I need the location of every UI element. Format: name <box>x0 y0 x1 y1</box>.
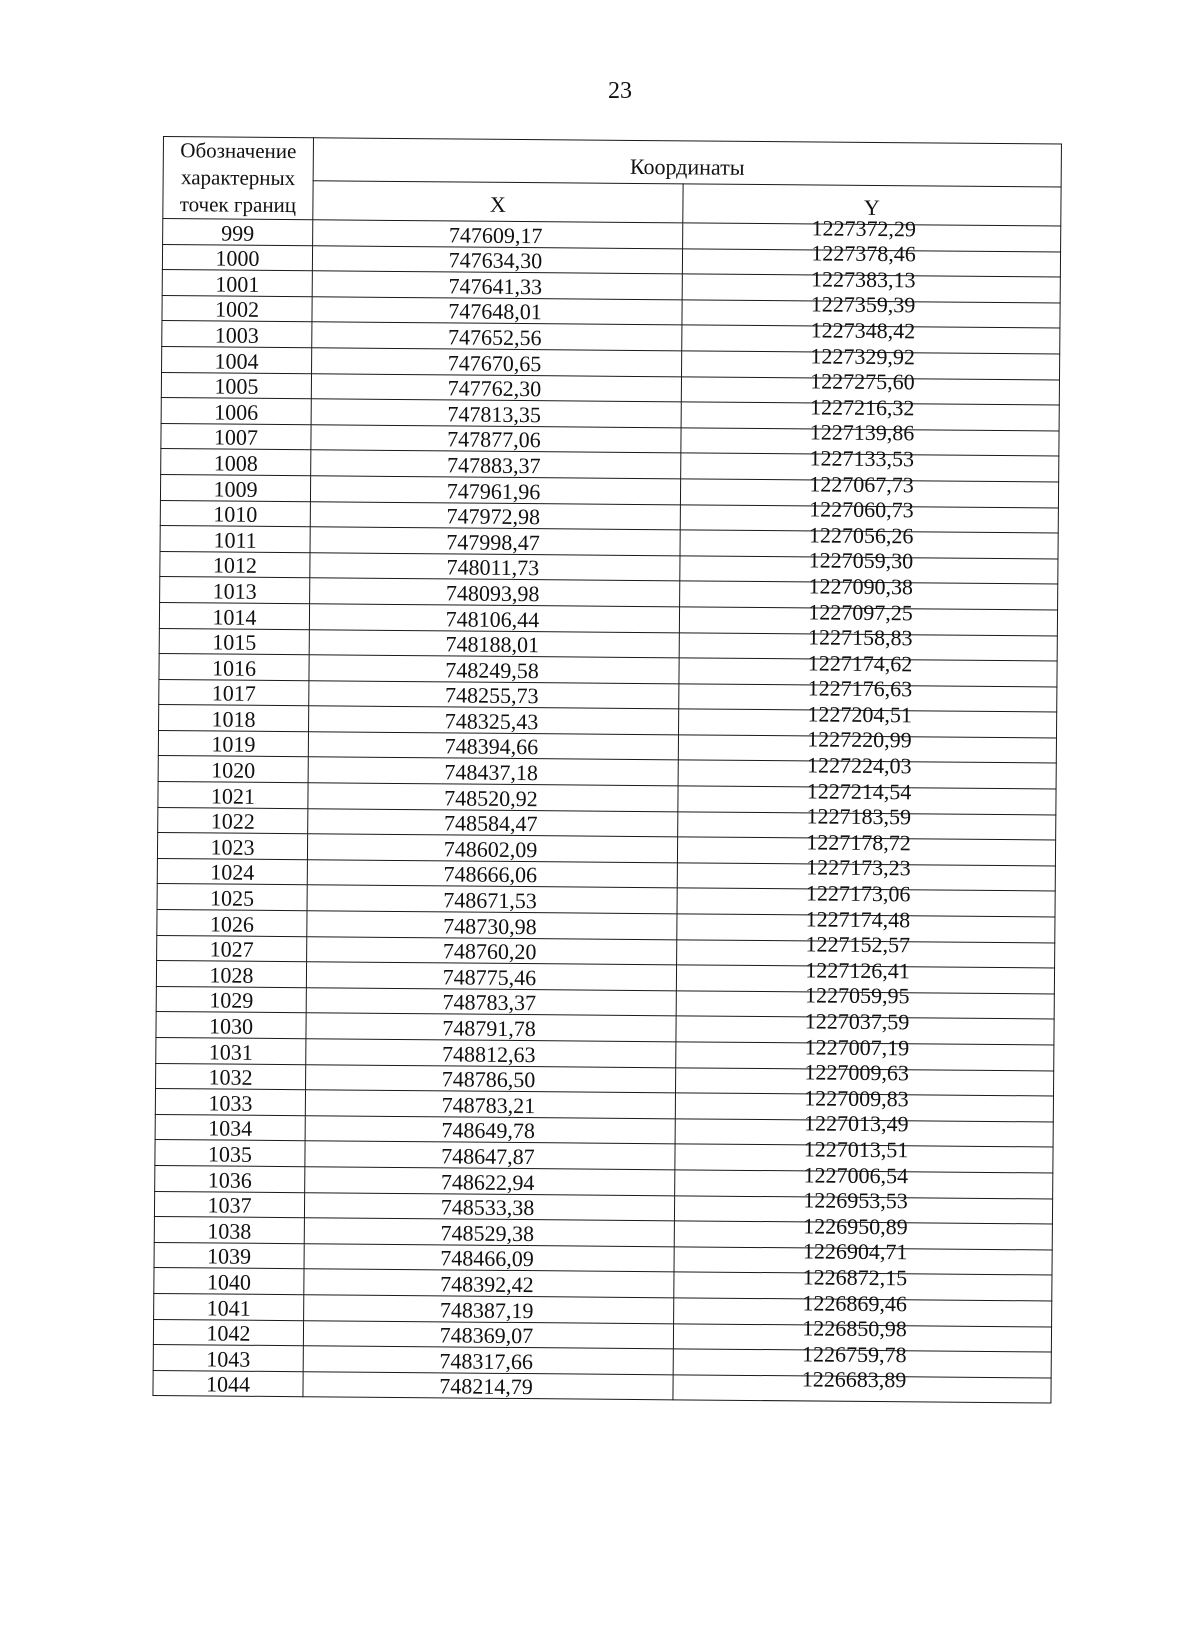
x-coordinate-cell <box>306 1039 676 1068</box>
x-coordinate-cell <box>310 501 680 530</box>
point-id-value: 1028 <box>209 962 254 988</box>
x-coordinate-cell <box>303 1320 673 1349</box>
x-coordinate-cell <box>303 1346 673 1375</box>
point-id-cell <box>154 1242 304 1269</box>
x-coordinate-value: 748584,47 <box>443 810 538 837</box>
x-coordinate-cell <box>310 527 680 556</box>
y-coordinate-value: 1227329,92 <box>810 342 916 369</box>
y-coordinate-value: 1227372,29 <box>811 215 917 241</box>
point-id-cell <box>153 1345 303 1372</box>
x-coordinate-value: 747609,17 <box>448 221 543 248</box>
x-coordinate-cell <box>307 911 677 940</box>
y-coordinate-value: 1227214,54 <box>806 778 912 804</box>
x-coordinate-cell <box>311 425 681 454</box>
x-header: X <box>313 181 683 223</box>
point-id-value: 1009 <box>213 475 258 502</box>
point-id-value: 1037 <box>207 1192 252 1218</box>
x-coordinate-cell <box>310 578 680 607</box>
y-coordinate-value: 1227383,13 <box>810 266 916 293</box>
point-id-cell <box>159 679 309 706</box>
point-id-value: 1029 <box>209 987 254 1014</box>
x-coordinate-value: 748394,66 <box>444 733 539 760</box>
x-coordinate-value: 748671,53 <box>443 887 537 914</box>
x-coordinate-cell <box>311 450 681 479</box>
x-coordinate-value: 748520,92 <box>444 785 538 811</box>
point-id-cell <box>160 474 310 501</box>
x-coordinate-cell <box>307 885 677 914</box>
y-coordinate-value: 1227090,38 <box>808 573 914 600</box>
point-id-value: 1013 <box>212 578 257 604</box>
x-coordinate-value: 748783,37 <box>442 989 537 1016</box>
point-id-value: 1041 <box>206 1294 251 1321</box>
x-coordinate-cell <box>303 1371 673 1400</box>
x-coordinate-cell <box>312 297 682 326</box>
y-coordinate-value: 1227183,59 <box>806 803 912 830</box>
y-coordinate-value: 1227133,53 <box>809 445 915 472</box>
y-coordinate-value: 1227152,57 <box>805 931 911 958</box>
y-coordinate-value: 1227060,73 <box>809 496 914 523</box>
point-id-value: 1030 <box>208 1013 254 1039</box>
x-coordinate-value: 747883,37 <box>446 452 541 479</box>
x-coordinate-value: 748775,46 <box>442 964 537 990</box>
x-coordinate-cell <box>308 757 678 786</box>
x-coordinate-value: 747641,33 <box>448 273 543 299</box>
x-coordinate-cell <box>304 1243 674 1272</box>
x-coordinate-cell <box>306 1064 676 1093</box>
y-coordinate-value: 1227173,23 <box>806 854 911 881</box>
y-coordinate-value: 1227378,46 <box>811 240 916 267</box>
y-coordinate-value: 1227126,41 <box>805 957 910 984</box>
y-coordinate-value: 1227173,06 <box>805 880 911 907</box>
y-coordinate-value: 1227178,72 <box>806 829 911 856</box>
y-coordinate-value: 1227220,99 <box>807 726 912 753</box>
point-id-cell <box>153 1319 303 1346</box>
point-id-value: 1023 <box>210 834 255 860</box>
y-coordinate-value: 1227204,51 <box>807 701 913 728</box>
x-coordinate-cell <box>312 245 682 274</box>
x-coordinate-value: 748786,50 <box>441 1066 536 1093</box>
y-coordinate-value: 1227216,32 <box>809 394 915 421</box>
x-coordinate-cell <box>312 348 682 377</box>
x-coordinate-cell <box>305 1167 675 1196</box>
y-coordinate-value: 1226850,98 <box>802 1315 907 1342</box>
x-coordinate-cell <box>312 271 682 300</box>
point-id-cell <box>155 1165 305 1192</box>
x-coordinate-value: 748106,44 <box>445 605 540 632</box>
point-id-value: 1004 <box>214 348 259 374</box>
point-id-cell <box>154 1217 304 1244</box>
point-id-cell <box>158 782 308 809</box>
point-id-cell <box>162 270 312 297</box>
x-coordinate-value: 748791,78 <box>442 1015 536 1042</box>
y-coordinate-value: 1226872,15 <box>802 1264 908 1291</box>
y-coordinate-value: 1227174,48 <box>805 906 911 932</box>
y-coordinate-value: 1227009,63 <box>804 1059 910 1086</box>
point-id-cell <box>156 961 306 988</box>
y-coordinate-cell <box>673 1366 1051 1404</box>
point-id-cell <box>160 500 310 527</box>
point-id-cell <box>160 577 310 604</box>
x-coordinate-cell <box>305 1090 675 1119</box>
x-coordinate-value: 748387,19 <box>439 1296 534 1323</box>
x-coordinate-cell <box>307 936 677 965</box>
coordinates-header: Координаты <box>313 138 1061 187</box>
y-coordinate-value: 1227359,39 <box>810 291 916 318</box>
point-id-cell <box>155 1089 305 1116</box>
point-id-cell <box>157 858 307 885</box>
y-coordinate-value: 1227348,42 <box>810 317 916 344</box>
point-id-value: 1001 <box>215 271 260 297</box>
point-id-value: 1003 <box>214 322 259 348</box>
x-coordinate-cell <box>306 988 676 1017</box>
point-id-cell <box>159 602 309 629</box>
point-id-value: 1005 <box>214 373 259 399</box>
x-coordinate-cell <box>309 680 679 709</box>
x-coordinate-value: 748529,38 <box>440 1220 535 1246</box>
point-id-cell <box>159 654 309 681</box>
x-coordinate-value: 748466,09 <box>440 1245 534 1272</box>
table-header <box>163 137 1062 227</box>
point-id-cell <box>158 756 308 783</box>
point-id-cell <box>156 1063 306 1090</box>
x-coordinate-value: 748812,63 <box>441 1040 536 1067</box>
point-id-cell <box>156 1012 306 1039</box>
y-coordinate-value: 1227176,63 <box>807 675 913 702</box>
point-id-cell <box>160 551 310 578</box>
point-id-cell <box>162 295 312 322</box>
point-id-value: 1019 <box>211 731 256 758</box>
x-coordinate-value: 748255,73 <box>444 682 539 709</box>
x-coordinate-value: 748602,09 <box>443 836 538 863</box>
y-coordinate-value: 1227158,83 <box>807 624 913 651</box>
y-coordinate-value: 1227006,54 <box>803 1161 909 1188</box>
point-id-cell <box>156 1037 306 1064</box>
point-id-cell <box>161 398 311 425</box>
point-id-value: 1044 <box>205 1371 251 1398</box>
y-coordinate-value: 1227174,62 <box>807 650 913 676</box>
x-coordinate-value: 748730,98 <box>443 913 537 939</box>
x-coordinate-value: 747670,65 <box>447 349 542 376</box>
point-id-cell <box>154 1191 304 1218</box>
x-coordinate-value: 747813,35 <box>447 401 542 427</box>
y-coordinate-value: 1227067,73 <box>809 470 914 497</box>
point-id-cell <box>162 244 312 271</box>
x-coordinate-cell <box>309 706 679 735</box>
x-coordinate-value: 748317,66 <box>439 1348 534 1374</box>
x-coordinate-value: 747762,30 <box>447 375 542 402</box>
point-id-cell <box>157 935 307 962</box>
point-id-cell <box>155 1114 305 1141</box>
y-coordinate-value: 1227059,95 <box>804 982 910 1009</box>
x-coordinate-cell <box>311 373 681 402</box>
x-coordinate-value: 748647,87 <box>441 1143 535 1170</box>
point-id-cell <box>157 910 307 937</box>
point-id-value: 1031 <box>208 1039 253 1065</box>
y-coordinate-value: 1226904,71 <box>802 1238 908 1265</box>
point-id-value: 1038 <box>207 1218 252 1244</box>
x-coordinate-value: 747634,30 <box>448 247 543 274</box>
point-id-cell <box>158 807 308 834</box>
point-id-value: 1043 <box>206 1346 251 1372</box>
point-id-value: 1006 <box>214 399 259 425</box>
x-coordinate-value: 747972,98 <box>446 503 541 530</box>
y-coordinate-value: 1227059,30 <box>808 547 914 574</box>
x-coordinate-value: 748622,94 <box>440 1168 535 1195</box>
point-id-value: 1008 <box>213 450 258 476</box>
x-coordinate-cell <box>313 220 683 249</box>
point-id-cell <box>163 219 313 246</box>
x-coordinate-cell <box>305 1141 675 1170</box>
point-id-value: 1036 <box>207 1166 252 1193</box>
point-id-value: 1016 <box>211 655 257 681</box>
x-coordinate-cell <box>310 476 680 505</box>
point-id-cell <box>157 833 307 860</box>
coordinates-sheet <box>152 136 1061 1404</box>
point-id-value: 1027 <box>209 936 254 963</box>
point-id-value: 1040 <box>206 1269 252 1295</box>
point-id-value: 1007 <box>213 424 259 451</box>
x-coordinate-value: 748649,78 <box>441 1117 536 1144</box>
x-coordinate-cell <box>304 1269 674 1298</box>
x-coordinate-value: 748214,79 <box>439 1373 533 1400</box>
y-coordinate-value: 1227275,60 <box>810 368 915 395</box>
x-coordinate-cell <box>304 1218 674 1247</box>
x-coordinate-value: 748249,58 <box>445 657 539 683</box>
point-id-cell <box>159 628 309 655</box>
y-coordinate-value: 1227056,26 <box>808 522 914 549</box>
x-coordinate-value: 748533,38 <box>440 1194 535 1221</box>
point-id-value: 1032 <box>208 1064 253 1090</box>
x-coordinate-value: 747961,96 <box>446 477 541 504</box>
x-coordinate-cell <box>310 552 680 581</box>
point-id-value: 1026 <box>209 911 255 937</box>
point-id-cell <box>154 1268 304 1295</box>
point-id-cell <box>161 423 311 450</box>
x-coordinate-cell <box>305 1116 675 1145</box>
x-coordinate-cell <box>309 655 679 684</box>
point-id-value: 1011 <box>213 527 257 553</box>
point-id-value: 999 <box>221 220 255 246</box>
y-header: Y <box>683 184 1061 226</box>
x-coordinate-value: 748783,21 <box>441 1092 536 1118</box>
point-id-value: 1010 <box>213 501 258 527</box>
point-id-value: 1034 <box>208 1115 253 1142</box>
x-coordinate-value: 748325,43 <box>444 708 539 735</box>
y-coordinate-value: 1227224,03 <box>806 752 912 779</box>
point-id-cell <box>160 526 310 553</box>
y-coordinate-value: 1227139,86 <box>809 419 915 446</box>
y-coordinate-value: 1226759,78 <box>801 1341 907 1367</box>
point-id-value: 1018 <box>211 706 256 732</box>
x-coordinate-cell <box>309 604 679 633</box>
x-coordinate-value: 747652,56 <box>447 324 542 351</box>
point-id-value: 1035 <box>207 1141 253 1167</box>
point-id-cell <box>153 1370 303 1397</box>
point-id-cell <box>159 705 309 732</box>
x-coordinate-cell <box>304 1192 674 1221</box>
table-body <box>153 215 1061 1404</box>
x-coordinate-value: 748093,98 <box>445 580 540 607</box>
point-id-value: 1000 <box>215 245 260 271</box>
x-coordinate-value: 748760,20 <box>442 938 537 965</box>
point-id-value: 1042 <box>206 1320 251 1346</box>
point-id-cell <box>162 321 312 348</box>
x-coordinate-cell <box>309 629 679 658</box>
x-coordinate-value: 747998,47 <box>446 529 540 555</box>
x-coordinate-cell <box>311 399 681 428</box>
x-coordinate-cell <box>312 322 682 351</box>
point-id-value: 1017 <box>211 680 256 707</box>
y-coordinate-value: 1227007,19 <box>804 1034 910 1060</box>
point-id-value: 1024 <box>210 859 255 886</box>
point-id-value: 1021 <box>210 783 256 809</box>
point-id-value: 1022 <box>210 808 255 835</box>
point-id-value: 1002 <box>214 296 260 323</box>
x-coordinate-value: 748369,07 <box>439 1322 534 1349</box>
y-coordinate-value: 1226683,89 <box>801 1366 907 1393</box>
point-id-value: 1012 <box>212 552 258 579</box>
y-coordinate-value: 1226950,89 <box>803 1213 908 1240</box>
designation-header: Обозначение характерных точек границ <box>163 137 314 220</box>
x-coordinate-value: 748011,73 <box>446 554 540 581</box>
point-id-value: 1025 <box>210 885 255 911</box>
x-coordinate-value: 747877,06 <box>447 426 541 453</box>
point-id-cell <box>162 346 312 373</box>
x-coordinate-cell <box>307 834 677 863</box>
point-id-value: 1039 <box>207 1243 252 1270</box>
x-coordinate-value: 748188,01 <box>445 631 540 658</box>
y-coordinate-value: 1227009,83 <box>804 1085 909 1112</box>
point-id-cell <box>154 1293 304 1320</box>
x-coordinate-value: 747648,01 <box>448 298 542 325</box>
x-coordinate-cell <box>307 860 677 889</box>
point-id-value: 1033 <box>208 1090 253 1116</box>
x-coordinate-value: 748392,42 <box>440 1271 534 1298</box>
page-number: 23 <box>608 78 632 104</box>
point-id-cell <box>161 372 311 399</box>
point-id-cell <box>155 1140 305 1167</box>
x-coordinate-cell <box>308 808 678 837</box>
y-coordinate-value: 1227013,49 <box>803 1110 909 1137</box>
y-coordinate-value: 1226953,53 <box>803 1187 908 1214</box>
y-coordinate-value: 1227097,25 <box>808 598 913 625</box>
y-coordinate-value: 1227037,59 <box>804 1008 910 1035</box>
point-id-cell <box>158 730 308 757</box>
x-coordinate-cell <box>308 732 678 761</box>
x-coordinate-cell <box>304 1295 674 1324</box>
point-id-value: 1015 <box>212 629 257 655</box>
x-coordinate-value: 748437,18 <box>444 759 539 786</box>
x-coordinate-cell <box>306 962 676 991</box>
point-id-cell <box>156 986 306 1013</box>
x-coordinate-cell <box>306 1013 676 1042</box>
point-id-cell <box>161 449 311 476</box>
x-coordinate-value: 748666,06 <box>443 861 538 888</box>
coordinates-table <box>152 136 1062 1404</box>
point-id-value: 1014 <box>212 603 257 630</box>
point-id-value: 1020 <box>211 757 256 783</box>
y-coordinate-value: 1227013,51 <box>803 1136 909 1163</box>
point-id-cell <box>157 884 307 911</box>
y-coordinate-value: 1226869,46 <box>802 1289 908 1316</box>
x-coordinate-cell <box>308 783 678 812</box>
